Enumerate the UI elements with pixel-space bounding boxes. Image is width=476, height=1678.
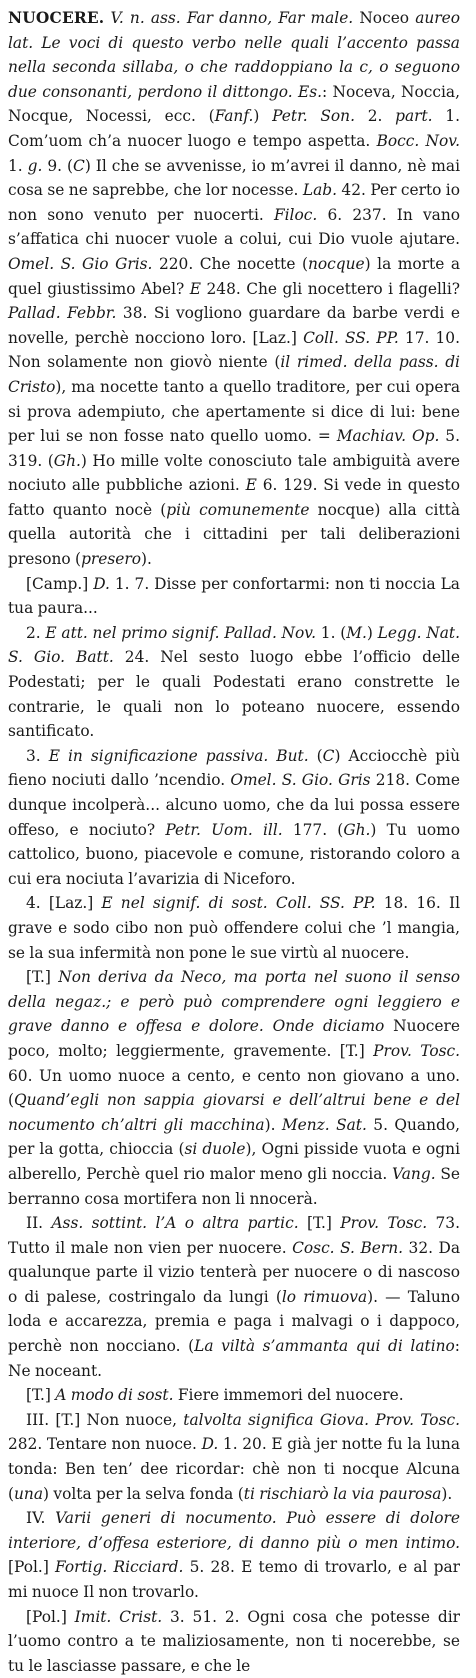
body-text: [Camp.] bbox=[26, 574, 94, 593]
italic-text: Fanf. bbox=[214, 107, 254, 126]
italic-text: C bbox=[73, 156, 85, 175]
italic-text: Quand’egli non sappia giovarsi e dell’altrui bene e del nocumento ch’altri gli macchina bbox=[8, 1091, 460, 1134]
body-text: 2. bbox=[354, 107, 396, 126]
italic-text: Imit. Crist. bbox=[74, 1607, 163, 1626]
italic-text: Lab. bbox=[302, 181, 338, 200]
entry-paragraph bbox=[8, 891, 460, 965]
body-text: 1. bbox=[8, 156, 28, 175]
body-text: 73. Tutto il male non vien per nuocere. bbox=[8, 1214, 460, 1257]
entry-paragraph bbox=[8, 1383, 460, 1408]
body-text: 218. Come dunque incolperà... alcuno uomo, che da lui possa essere offeso, e nociuto? bbox=[8, 771, 460, 839]
body-text: 282. Tentare non nuoce. bbox=[8, 1435, 202, 1454]
body-text: [Pol.] bbox=[26, 1607, 75, 1626]
entry-paragraph bbox=[8, 1211, 460, 1383]
italic-text: Vang. bbox=[392, 1164, 436, 1183]
body-text: 1. Com’uom ch’a nuocer luogo e tempo aspetta. bbox=[8, 107, 460, 150]
body-text: ). bbox=[141, 550, 152, 569]
body-text: 1. 20. E già jer notte fu la luna tonda: Ben ten’ dee ricordar: chè non ti nocque Alcuna ( bbox=[8, 1435, 460, 1503]
italic-text: Omel. S. Gio Gris. bbox=[8, 254, 153, 273]
body-text: [Pol.] bbox=[8, 1558, 55, 1577]
italic-text: E bbox=[189, 279, 202, 298]
italic-text: Gh. bbox=[53, 451, 81, 470]
italic-text: si duole bbox=[184, 1140, 246, 1159]
italic-text: La viltà s’ammanta qui di latino bbox=[194, 1337, 455, 1356]
dictionary-entry-nuocere bbox=[8, 6, 460, 1678]
body-text: 248. Che gli nocettero i flagelli? bbox=[201, 279, 461, 298]
italic-text: E nel signif. di sost. Coll. SS. PP. bbox=[101, 894, 376, 913]
italic-text: Non deriva da Neco, ma porta nel suono il senso della negaz.; e però può comprendere ogni leggiero e grave danno e offesa e dolore. Onde diciamo bbox=[8, 968, 460, 1036]
entry-paragraph bbox=[8, 1506, 460, 1604]
italic-text: part. bbox=[395, 107, 433, 126]
italic-text: Omel. S. Gio. Gris bbox=[230, 771, 371, 790]
body-text: 6. 129. Si vede in questo fatto quanto nocè ( bbox=[8, 476, 460, 519]
italic-text: E att. nel primo signif. Pallad. Nov. bbox=[45, 623, 317, 642]
headword: NUOCERE. bbox=[8, 9, 105, 27]
entry-paragraph bbox=[8, 621, 460, 744]
body-text: ( bbox=[308, 746, 323, 765]
italic-text: Pallad. Febbr. bbox=[8, 304, 117, 323]
body-text: IV. bbox=[26, 1509, 56, 1528]
body-text: ) Acciocchè più fieno nociuti dallo ’ncendio. bbox=[8, 746, 460, 790]
italic-text: talvolta significa Giova. Prov. Tosc. bbox=[183, 1410, 460, 1429]
italic-text: più comunemente bbox=[166, 500, 310, 519]
italic-text: g. bbox=[27, 156, 43, 175]
italic-text: Prov. Tosc. bbox=[373, 1041, 460, 1060]
italic-text: Legg. Nat. S. Gio. Batt. bbox=[8, 623, 460, 667]
body-text: ) bbox=[253, 107, 273, 126]
body-text: 32. Da qualunque parte il vizio tenterà per nuocere o di nascoso o di palese, costringalo da lungi ( bbox=[8, 1238, 461, 1306]
body-text: 38. Si vogliono guardare da barbe verdi e novelle, perchè nocciono loro. [Laz.] bbox=[8, 304, 460, 347]
body-text: 5. 28. E temo di trovarlo, e al par mi nuoce Il non trovarlo. bbox=[8, 1558, 461, 1601]
entry-paragraph bbox=[8, 6, 460, 572]
entry-paragraph bbox=[8, 1408, 460, 1506]
italic-text: lo rimuova bbox=[281, 1287, 368, 1306]
italic-text: ti rischiarò la via paurosa bbox=[243, 1484, 442, 1503]
italic-text: A modo di sost. bbox=[55, 1386, 174, 1405]
italic-text: una bbox=[14, 1484, 44, 1503]
body-text: ). — Taluno loda e accarezza, premia e paga i malvagi o i dappoco, perchè non nocciano. ( bbox=[8, 1287, 460, 1356]
entry-paragraph bbox=[8, 1605, 460, 1678]
italic-text: Cosc. S. Bern. bbox=[292, 1238, 404, 1257]
body-text: 24. Nel sesto luogo ebbe l’officio delle Podestati; per le quali Podestati erano constrette le contrarie, le quali non lo poteano nuocere, essendo santificato. bbox=[8, 648, 461, 741]
italic-text: Filoc. bbox=[273, 205, 318, 224]
italic-text: Varii generi di nocumento. Può essere di dolore interiore, d’offesa esteriore, di danno più o men intimo. bbox=[8, 1509, 460, 1552]
italic-text: Menz. Sat. bbox=[281, 1115, 367, 1134]
italic-text: C bbox=[322, 746, 335, 765]
body-text: [T.] bbox=[298, 1214, 341, 1233]
body-text: ) la morte a quel giustissimo Abel? bbox=[8, 254, 461, 298]
italic-text: Fortig. Ricciard. bbox=[55, 1558, 184, 1577]
italic-text: Petr. Uom. ill. bbox=[165, 820, 283, 839]
body-text: : Noceva, Noccia, Nocque, Nocessi, ecc. ( bbox=[8, 82, 460, 126]
body-text: 177. ( bbox=[282, 820, 344, 839]
entry-paragraph bbox=[8, 572, 460, 621]
body-text: 9. ( bbox=[42, 156, 74, 175]
italic-text: aureo lat. Le voci di questo verbo nelle quali l’accento passa nella seconda sillaba, o che raddoppiano la c, o seguono due consonanti, perdono il dittongo. Es. bbox=[8, 9, 461, 101]
body-text: 3. bbox=[26, 746, 49, 765]
body-text: 42. Per certo io non sono venuto per nuocerti. bbox=[8, 181, 460, 224]
italic-text: Prov. Tosc. bbox=[340, 1214, 428, 1233]
body-text: ) Il che se avvenisse, io m’avrei il danno, nè mai cosa se ne saprebbe, che lor nocesse. bbox=[8, 156, 460, 200]
entry-paragraph bbox=[8, 744, 460, 892]
body-text: 5. 319. ( bbox=[8, 427, 460, 470]
body-text: ). bbox=[441, 1484, 453, 1503]
italic-text: D. bbox=[201, 1435, 219, 1454]
body-text: ) volta per la selva fonda ( bbox=[43, 1484, 244, 1503]
body-text: Se berranno cosa mortifera non li nnocerà. bbox=[8, 1164, 461, 1208]
body-text: ) Ho mille volte conosciuto tale ambiguità avere nociuto alle pubbliche azioni. bbox=[8, 451, 460, 495]
entry-paragraph bbox=[8, 965, 460, 1211]
body-text: Fiere immemori del nuocere. bbox=[173, 1386, 404, 1405]
italic-text: Petr. Son. bbox=[272, 107, 355, 126]
body-text: 5. Quando, per la gotta, chioccia ( bbox=[8, 1115, 460, 1159]
body-text: ). bbox=[264, 1115, 282, 1134]
body-text: 18. 16. Il grave e sodo cibo non può offendere colui che ’l mangia, se la sua infermità non pone le sue virtù al nuocere. bbox=[8, 894, 460, 962]
body-text: 1. 7. Disse per confortarmi: non ti noccia La tua paura... bbox=[8, 574, 460, 618]
body-text: [T.] bbox=[26, 1386, 56, 1405]
body-text: ), ma nocette tanto a quello traditore, per cui opera si prova adempiuto, che apertamente si dice di lui: bene per lui se non fosse nato quello uomo. = bbox=[8, 377, 460, 446]
body-text: 6. 237. In vano s’affatica chi nuocer vuole a colui, cui Dio vuole ajutare. bbox=[8, 205, 461, 249]
body-text: 2. bbox=[26, 623, 46, 642]
body-text: II. bbox=[26, 1214, 52, 1233]
italic-text: M. bbox=[346, 623, 367, 642]
body-text: III. [T.] Non nuoce, bbox=[26, 1410, 184, 1429]
body-text: 220. Che nocette ( bbox=[152, 254, 308, 273]
body-text: Nuocere poco, molto; leggiermente, gravemente. [T.] bbox=[8, 1017, 460, 1060]
italic-text: Machiav. Op. bbox=[336, 427, 440, 446]
body-text: 3. 51. 2. Ogni cosa che potesse dir l’uomo contro a te maliziosamente, non ti nocerebbe, se tu le lasciasse passare, e che le bbox=[8, 1607, 460, 1675]
body-text: [T.] bbox=[26, 968, 59, 987]
body-text: 17. 10. Non solamente non giovò niente ( bbox=[8, 328, 460, 372]
italic-text: E bbox=[245, 476, 257, 495]
italic-text: Bocc. Nov. bbox=[376, 131, 461, 150]
body-text: ) Tu uomo cattolico, buono, piacevole e comune, ristorando coloro a cui era nociuta l’avarizia di Niceforo. bbox=[8, 820, 461, 888]
italic-text: Coll. SS. PP. bbox=[303, 328, 399, 347]
italic-text: il rimed. della pass. di Cristo bbox=[8, 353, 460, 396]
italic-text: presero bbox=[81, 550, 142, 569]
body-text: 1. ( bbox=[316, 623, 347, 642]
italic-text: E in significazione passiva. But. bbox=[48, 746, 309, 765]
body-text: Noceo bbox=[353, 9, 416, 27]
body-text: ), Ogni pisside vuota e ogni alberello, Perchè quel rio malor meno gli noccia. bbox=[8, 1140, 460, 1183]
italic-text: V. n. ass. Far danno, Far male. bbox=[104, 9, 354, 27]
italic-text: D. bbox=[93, 574, 110, 593]
body-text: ) bbox=[366, 623, 378, 642]
italic-text: Gh. bbox=[343, 820, 371, 839]
italic-text: Ass. sottint. l’A o altra partic. bbox=[51, 1214, 299, 1233]
italic-text: nocque bbox=[307, 254, 365, 273]
body-text: : Ne noceant. bbox=[8, 1337, 460, 1380]
body-text: 60. Un uomo nuoce a cento, e cento non giovano a uno. ( bbox=[8, 1066, 460, 1110]
body-text: nocque) alla città quella autorità che i cittadini per tali deliberazioni presono ( bbox=[8, 500, 460, 569]
body-text: 4. [Laz.] bbox=[26, 894, 102, 913]
